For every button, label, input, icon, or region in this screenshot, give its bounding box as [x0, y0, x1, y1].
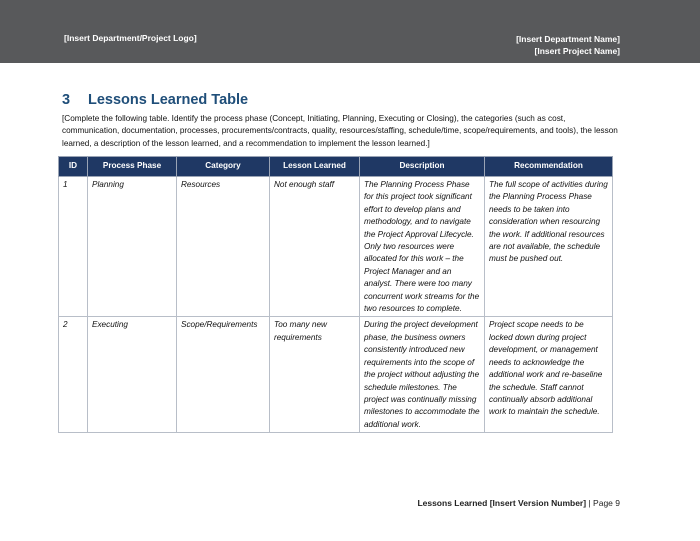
footer-page-number: Page 9: [593, 498, 620, 508]
section-heading: [62, 92, 248, 108]
header-process-phase: Process Phase: [88, 157, 177, 177]
cell-description: The Planning Process Phase for this project took significant effort to develop plans and methodology, and to navigate the Project Approval Lifecycle. Only two resources were allocated for this work – the Project Manager and an analyst. There were too many concurrent work streams for the two resources to complete.: [360, 177, 485, 317]
header-recommendation: Recommendation: [485, 157, 613, 177]
cell-recommendation: Project scope needs to be locked down during project development, or management needs to acknowledge the additional work and re-baseline the schedule. Staff cannot continually absorb additional work to maintain the schedule.: [485, 317, 613, 433]
page-header: [0, 0, 700, 63]
cell-process-phase: Executing: [88, 317, 177, 433]
section-title: Lessons Learned Table: [88, 92, 249, 108]
header-id: ID: [59, 157, 88, 177]
header-right-block: [516, 33, 620, 57]
cell-recommendation: The full scope of activities during the Planning Process Phase needs to be taken into consideration when resourcing the work. If additional resources are not available, the schedule must be pushed out.: [485, 177, 613, 317]
table-header-row: [59, 157, 613, 177]
department-name: [Insert Department Name]: [516, 34, 620, 44]
section-instructions: [Complete the following table. Identify the process phase (Concept, Initiating, Planning, Executing or Closing), the categories (such as cost, communication, documentation, processes, procurements/contracts, quality, resources/staffing, schedule/time, scope/requirements, and tools), the lesson learned, a description of the lesson learned, and a recommendation to implement the lesson learned.]: [62, 114, 618, 148]
lessons-learned-table: [58, 156, 613, 433]
footer-separator: |: [588, 498, 591, 508]
section-number: 3: [62, 92, 71, 108]
logo-placeholder: [Insert Department/Project Logo]: [64, 33, 197, 43]
header-description: Description: [360, 157, 485, 177]
table-row: [59, 177, 613, 317]
page-footer: [417, 498, 620, 508]
footer-doc-label: Lessons Learned [Insert Version Number]: [417, 498, 587, 508]
cell-process-phase: Planning: [88, 177, 177, 317]
cell-category: Scope/Requirements: [177, 317, 270, 433]
table-row: [59, 317, 613, 433]
project-name: [Insert Project Name]: [534, 46, 620, 56]
header-category: Category: [177, 157, 270, 177]
cell-lesson-learned: Too many new requirements: [270, 317, 360, 433]
cell-category: Resources: [177, 177, 270, 317]
header-lesson-learned: Lesson Learned: [270, 157, 360, 177]
cell-id: 2: [59, 317, 88, 433]
cell-description: During the project development phase, the business owners consistently introduced new requirements into the scope of the project without adjusting the schedule milestones. The project was continually missing milestones to accommodate the additional work.: [360, 317, 485, 433]
cell-lesson-learned: Not enough staff: [270, 177, 360, 317]
cell-id: 1: [59, 177, 88, 317]
